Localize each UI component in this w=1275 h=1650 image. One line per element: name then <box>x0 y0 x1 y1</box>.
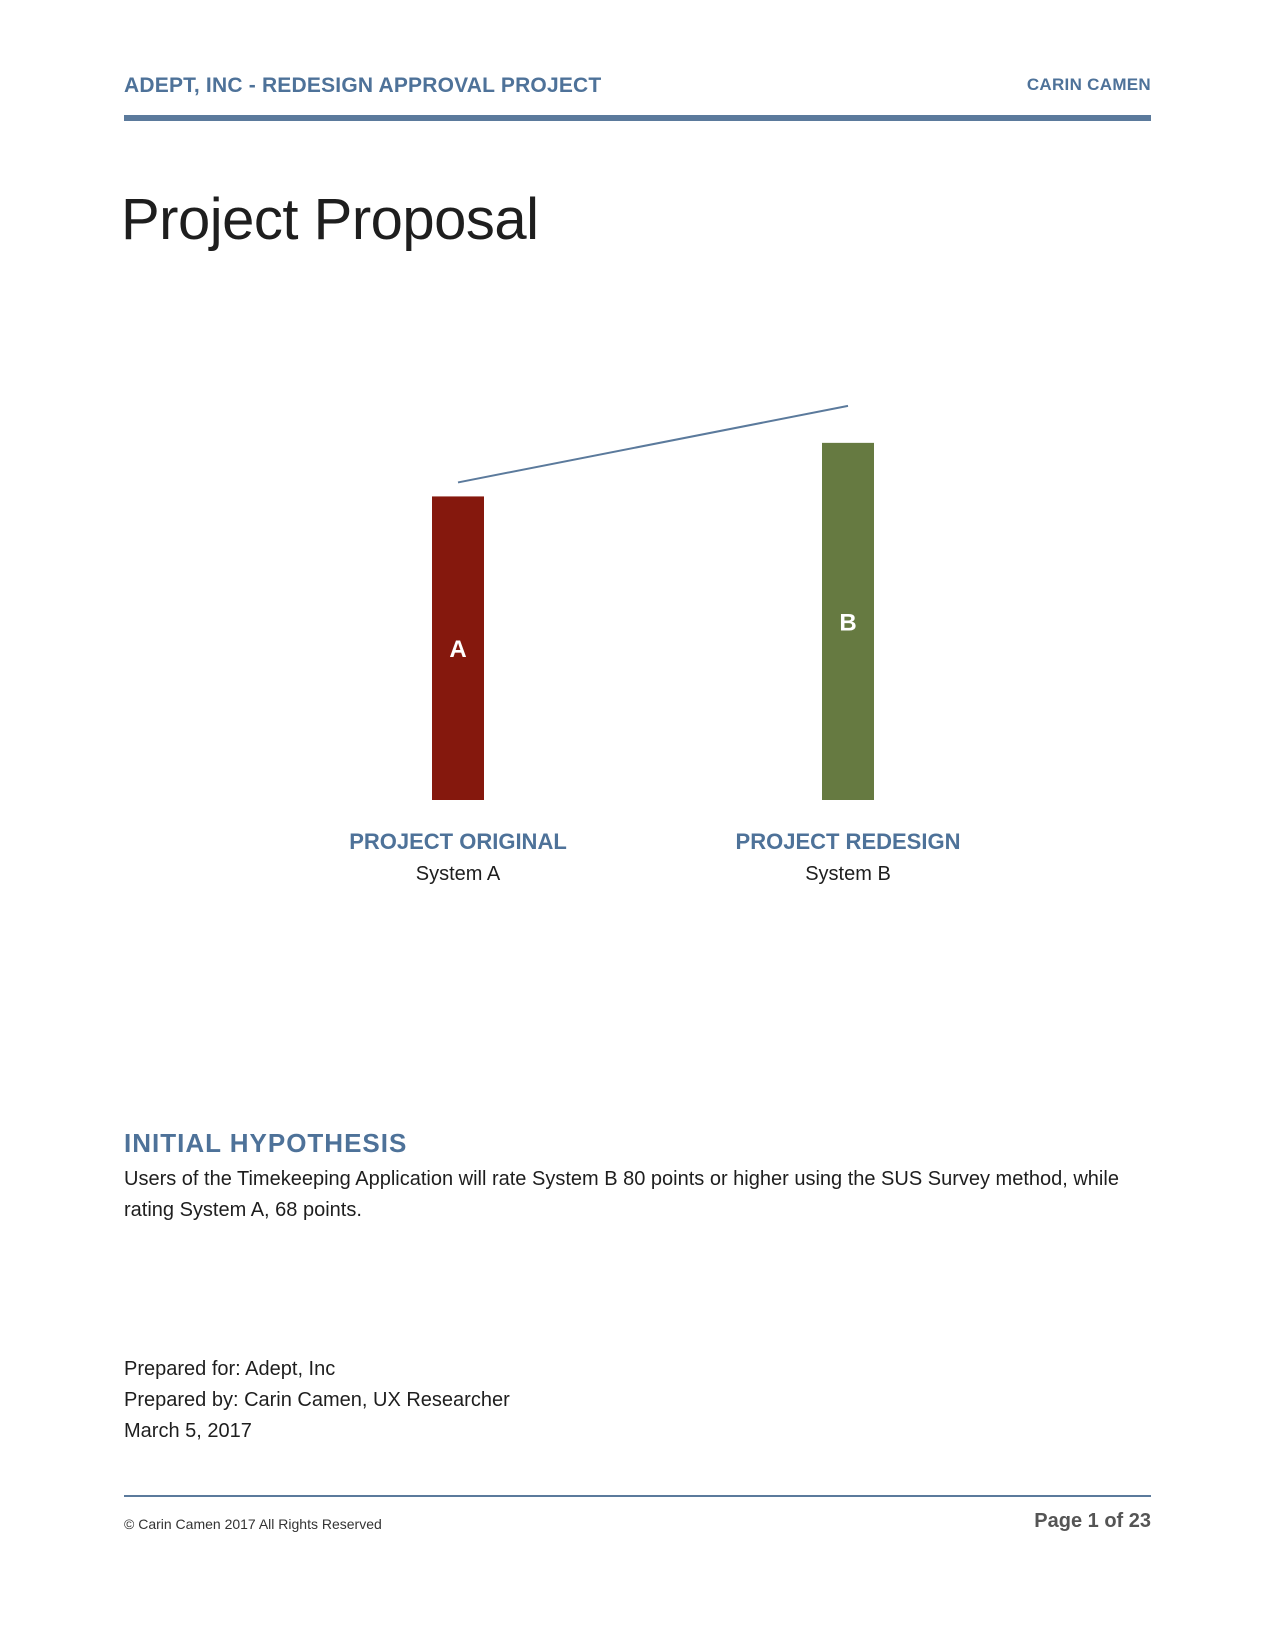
page-number: Page 1 of 23 <box>1034 1510 1151 1532</box>
category-title-2: PROJECT REDESIGN <box>735 829 961 854</box>
bar-label-b: B <box>839 609 857 637</box>
header-project-title: ADEPT, INC - REDESIGN APPROVAL PROJECT <box>124 74 602 97</box>
footer-divider <box>124 1495 1151 1497</box>
prepared-by: Prepared by: Carin Camen, UX Researcher <box>124 1389 510 1411</box>
footer-copyright: © Carin Camen 2017 All Rights Reserved <box>124 1516 382 1532</box>
hypothesis-heading: INITIAL HYPOTHESIS <box>124 1128 408 1158</box>
header-author: CARIN CAMEN <box>1026 75 1151 94</box>
hypothesis-text <box>124 1164 1154 1226</box>
category-subtitle-2: System B <box>805 863 891 885</box>
prepared-date: March 5, 2017 <box>124 1420 252 1442</box>
page-title: Project Proposal <box>121 187 539 252</box>
bar-label-a: A <box>449 636 467 664</box>
hypothesis-line-2: rating System A, 68 points. <box>124 1199 362 1221</box>
trend-line <box>458 406 848 483</box>
prepared-for: Prepared for: Adept, Inc <box>124 1358 336 1380</box>
hypothesis-line-1: Users of the Timekeeping Application will rate System B 80 points or higher using the SUS Survey method, while <box>124 1168 1119 1190</box>
category-subtitle-1: System A <box>415 863 501 885</box>
category-title-1: PROJECT ORIGINAL <box>349 829 567 854</box>
